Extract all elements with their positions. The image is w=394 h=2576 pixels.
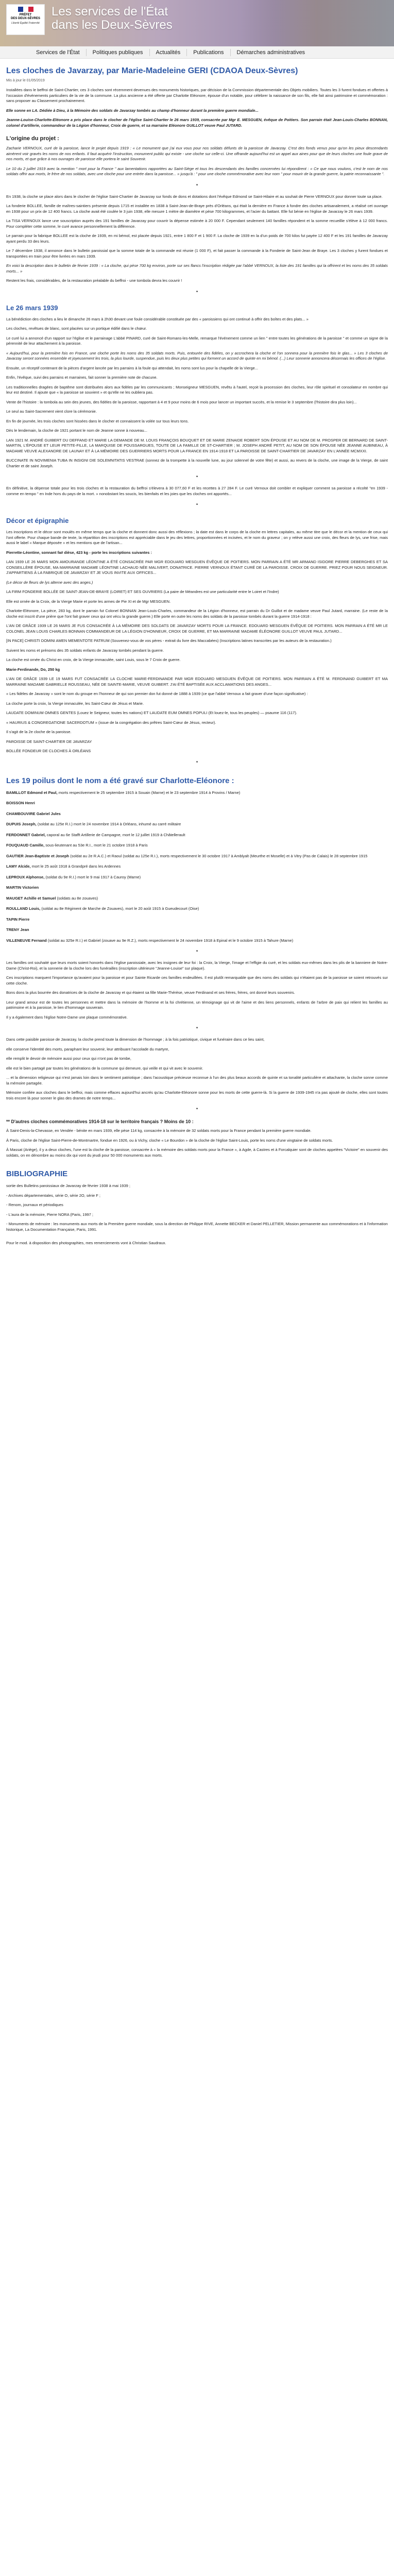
site-title-line1: Les services de l'État [52,5,168,19]
bibliography-heading: BIBLIOGRAPHIE [6,1170,68,1178]
paragraph: « Les fidèles de Javarzay » sont le nom du groupe en l'honneur de qui son premier don fut donné de 1888 à 1939 (ce que l'abbé Vernoux a fait graver d'une façon significative) : [6,691,308,696]
poilu-detail: (soldat du 9e R.I.) mort le 9 mai 1917 à Cauroy (Marne) [45,874,141,879]
list-item [6,906,388,912]
separator: * [196,760,198,765]
inscription-paragraph: BUCCINATE IN NOVIMENIA TUBA IN INSIGNI DIE SOLEMNITATIS VESTRAE (sonnez de la trompette à la nouvelle lune, au jour solennel de votre fête) et aussi, au revers de la cloche, une image de la Vierge, de saint Chartier et de saint Joseph. [6,458,388,468]
poilu-detail: (soldat au 325e R.I.) et Gabriel (zouave au 9e R.Z.), morts respectivement le 24 novembre 1918 à Epinal et le 9 octobre 1915 à Tahure (Marne) [47,938,294,943]
paragraph: Dès le lendemain, la cloche de 1921 portant le nom de Jeanne sonne à nouveau... [6,428,147,433]
paragraph: La fonderie BOLLEE, famille de maîtres-saintiers présente depuis 1715 et installée en 1838 à Saint-Jean-de-Braye près d'Orléans, qui était la dernière en France à fondre des cloches artisanalement, a réalisé cet ouvrage en 1938 pour un prix de 12 400 francs. La cloche avait été coulée le 3 juin 1938, elle mesure 1 mètre de diamètre et pèse 700 kilogrammes, et l'acier du battant. Elle fut bénie en l'église de Javarzay le 26 mars 1939. [6,204,388,214]
nav-item-actualites[interactable]: Actualités [150,49,187,56]
paragraph: La TISA VERNOUX lance une souscription auprès des 191 familles de Javarzay pour couvrir la dépense estimée à 20 000 F. Cependant seulement 140 familles répondent et la somme recueillie s'élève à 12 000 francs. Pour compléter cette somme, le curé avance personnellement la différence. [6,218,388,229]
separator: * [196,950,198,954]
article [0,59,394,1246]
list-item [6,843,388,849]
separator: * [196,1026,198,1031]
paragraph: Elle est ornée de la Croix, de la Vierge Marie et porte les armes de Pie XI et de Mgr MESGUEN. [6,599,171,604]
poilu-name: DUPUIS Joseph, [6,822,37,826]
poilu-name: FERDONNET Gabriel, [6,832,46,837]
bibliography-item: - Monuments de mémoire : les monuments aux morts de la Première guerre mondiale, sous la direction de Philippe RIVE, Annette BECKER et Daniel PELLETIER, Mission permanente aux commémorations et à l'information historique, La Documentation Française, Paris, 1991. [6,1222,388,1232]
paragraph: La cloche porte la croix, la Vierge immaculée, les Saint-Cœur de Jésus et Marie. [6,701,144,706]
list-item [6,927,388,933]
published-date: Mis à jour le 01/05/2019 [6,79,45,82]
poilu-name: CHAMBOUVIRE Gabriel Jules [6,811,61,816]
origin-paragraph: Zacharie VERNOUX, curé de la paroisse, lance le projet depuis 1919 : « Le monument que j'ai eux vous pour nos soldats défunts de la paroisse de Javarzay. C'est des fonds venus pour qu'on les pieux descendants aimèrent voir gravés les noms de nos enfants. Il faut acquérir l'instruction, monument public qui existe - une cloche sur celle-ci. Une offrande aujourd'hui est un appel aux aines pour que de leurs cloches une foule grave de nos morts, et que grâce à nos ouvrages de paroisse elle portera le saint Souvenir. [6,146,388,161]
logo-line1: PRÉFET [19,13,32,16]
paragraph: Leur grand amour est de toutes les personnes et mettre dans la mémoire de l'homme et la foi chrétienne, un témoignage qui vit de l'aime et des liens personnels, enfants de l'arbre de paix qui relient les familles au patrimoine et à la paroisse, le lien d'hommage souverain. [6,999,388,1010]
paragraph: Restent les frais, considérables, de la restauration préalable du beffroi - une tombola devra les couvrir ! [6,278,182,283]
poilu-detail: (soldats au 8e zouaves) [57,895,98,901]
list-item [6,801,388,806]
paragraph: Bons dons la plus bourrée des donatrices de la cloche de Javarzay et qui étaient sa fille Marie-Thérèse, veuve Ferdinand et ses frères, frères, ont donné leurs souvenirs. [6,990,295,995]
list-item [6,811,388,817]
bibliography-item: sortie des Bulletins paroissiaux de Javarzay de février 1938 à mai 1939 ; [6,1183,130,1188]
poilu-detail: sous-lieutenant au 53e R.I., mort le 21 octobre 1918 à Paris [45,843,148,848]
separator: * [196,290,198,295]
list-item [6,864,388,870]
paragraph: « HAURIUS & CONGREGATIONE SACERDOTUM » (issue de la congrégation des prêtres Saint-Cœur de Jésus, recteur). [6,720,216,725]
paragraph: La bénédiction des cloches a lieu le dimanche 26 mars à 2h30 devant une foule considérable constituée par des « paroissiens qui ont continué à offrir des boîtes et des plats... » [6,316,309,321]
poilu-detail: (soldat au 125e R.I.) mort le 24 novembre 1914 à Orléans, inhumé au carré militaire [37,822,181,826]
paragraph: elle remplit le devoir de mémoire aussi pour ceux qui n'ont pas de tombe, [6,1056,131,1061]
inscription-paragraph: LAN 1921 M. ANDRÉ GUIBERT DU DEFFAND ET MARIE LA DEMANDE DE M. LOUIS FRANÇOIS BOUQUET ET DE MARIE ZENAIDE ROBERT SON ÉPOUSE ET AU NOM DE M. PROSPER DE BERNARD DE SAINT-MARTIN, L'ÉPOUSE ET LEUR PETITE-FILLE, LA MARQUISE DE POUSSARGUES, TOUTE DE LA FAMILLE DE ST-CHARTIER ; M. JOSEPH ANDRÉ PETIT, AU NOM DE SON ÉPOUSE NÉE JEANNE AUBINEAU, À MADAME VEUVE ALEXANDRE DE LAUNAY ET À LA MÉMOIRE DES GUERRIERS MORTS POUR LA FRANCE EN 1914-1918 ET LA PAROISSE DE SAINT-CHARTIER DE JAVARZAY EN L'ANNÉE MCMXXI. [6,437,388,453]
bibliography-item: - Renom, journaux et périodiques [6,1202,63,1207]
section-heading-poilus: Les 19 poilus dont le nom a été gravé sur Charlotte-Eléonore : [6,776,234,785]
poilu-detail: mort le 25 août 1918 à Grandpré dans les Ardennes [31,864,121,869]
list-item [6,938,388,944]
poilu-name: ROULLAND Louis, [6,906,41,911]
paragraph: En 1938, la cloche se place alors dans le clocher de l'église Saint-Chartier de Javarzay sur fonds de dons et dotations dont l'évêque Edmond se Saint-Hilaire et au souhait de Pierre VERNOUX pour donner toute sa place. [6,194,383,199]
list-item [6,896,388,902]
paragraph: ... et la dimension religieuse qui n'est jamais loin dans le sentiment patriotique ; dans l'acoustique précieuse reconnue à l'un des plus beaux accords de quinte et sa tonalité particulière et attachante, la cloche sonne comme la mémoire partagée. [6,1075,388,1086]
paragraph: À Massat (Ariège), il y a deux cloches, l'une est la cloche de la paroisse, consacrée à « la mémoire des soldats morts pour la France », à Agde, à Castres et à Forcalquier sont de cloches appelées "Victoire" en souvenir des soldats, on en dénombre au moins dix qui vont du jeudi pour 50 000 monuments aux morts. [6,1147,388,1158]
paragraph: « Aujourd'hui, pour la première fois en France, une cloche porte les noms des 35 soldats morts. Puis, entourée des fidèles, on y accrochera la cloche et l'on sonnera pour la première fois le glas... » Les 3 cloches de Javarzay seront sonnées ensemble et joyeusement les trois, la plus lourde, suspendue, puis les deux plus petites qui forment un accord de quinte en mi bémol. (...) Leur sonnerie annoncera désormais les offices de l'église. [6,350,388,361]
poilu-name: MAUGET Achille et Samuel [6,895,56,901]
paragraph: Les inscriptions et le décor sont moulés en même temps que la cloche et donnent donc aussi des réflexions ; la date est dans le corps de la cloche en lettres capitales, au même titre que le décor et la mention de ceux qui l'ont offerte. Pour chaque bande de texte, la répartition des inscriptions est appréciable dans le jeu des lettres, proportionnées et incisées, et le nom du graveur ; on y relève aussi une croix, des fleurs de lys, une frise, mais aussi le label « Marque déposée » et les mentions que de l'artisan... [6,530,388,545]
bell-marie-heading: Marie-Ferdinande, Do, 250 kg [6,667,60,672]
paragraph: Les familles ont souhaité que leurs morts soient honorés dans l'église paroissiale, avec les insignes de leur foi : la Croix, la Vierge, l'image et l'effigie du curé, et les soldats eux-mêmes dans les plis de la banniere de Notre-Dame (Christ-Roi), et la sonnerie de la cloche lors des funérailles (inscription ultérieure "Jeanne-Louise" sur plaque). [6,960,388,971]
poilu-detail: (soldat au 2e R.A.C.) et Raoul (soldat au 125e R.I.), morts respectivement le 30 octobre 1917 à Amblyalt (Meurthe et Moselle) et à Vitry (Pas de Calais) le 28 septembre 1915 [70,853,368,858]
paragraph: (Le décor de fleurs de lys alterne avec des anges.) [6,580,93,585]
paragraph: Le seul au Saint-Sacrement vient clore la cérémonie. [6,409,97,414]
poilu-name: TRENY Jean [6,927,29,932]
list-item [6,875,388,880]
list-item [6,885,388,891]
site-title[interactable] [52,5,173,32]
bibliography-item: - Archives départementales, série O, série 2O, série F ; [6,1193,100,1198]
poilu-name: LEPROUX Alphonse, [6,874,45,879]
prefecture-logo[interactable] [6,4,45,35]
list-item [6,833,388,838]
paragraph: En définitive, la dépense totale pour les trois cloches et la restauration du beffroi s'élevera à 30 077,60 F et les recettes à 27 284 F. Le curé Vernoux doit combler et expliquer comment sa paroisse a récolté "en 1939 - comme en tempo " en Inde hors du pays de la mort. » nonobstant les soucis, les bienfaits et les joies que les cloches ont apportés... [6,486,388,496]
page-title: Les cloches de Javarzay, par Marie-Madeleine GERI (CDAOA Deux-Sèvres) [6,66,298,75]
paragraph: PAROISSE DE SAINT-CHARTIER DE JAVARZAY [6,739,92,744]
article-body [6,88,388,1246]
poilu-name: FOUQUAUD Camille, [6,843,45,848]
paragraph: Ces inscriptions marquent l'importance qu'avaient pour la paroisse et pour Sainte Ricarde ces familles endeuillées. Il est plutôt remarquable que des noms des soldats qui n'étaient pas de la paroisse se soient retrouvés sur cette cloche. [6,975,388,986]
main-nav [0,46,394,59]
poilu-name: LAMY Alcide, [6,864,31,869]
origin-paragraph: Le 10 du 2 juillet 1919 avec la mention " mort pour la France " aux lamentations rapportées au Saint-Siège et tous les descendants des familles concernées lui répondirent : « Ce que nous voulons, c'est le nom de nos soldats offrir aux morts, le frère de nos soldats, avec une cloche pour une entrée dans la paroisse... » jusqu'à : " pour une cloche commémorative avec leur nom " pour mourir de la grande guerre, la patrie reconnaissante ". [6,166,388,176]
poilus-list [6,790,388,944]
list-item [6,822,388,827]
logo-line2: DES DEUX-SÈVRES [10,17,40,20]
origin-heading: L'origine du projet : [6,135,59,142]
bibliography-item: - L'aura de la mémoire, Pierre NORA (Paris, 1997 ; [6,1212,93,1217]
paragraph: Il s'agit de la 2e cloche de la paroisse. [6,730,72,734]
paragraph: Les traditionnelles dragées de baptême sont distribuées alors aux fidèles par les communicants ; Monseigneur MESGUEN, revêtu à l'autel, reçoit la procession des cloches, leur rôle spirituel et consolateur en nombre qui leur est destiné. Il ajoute que « la paroisse se souvient » et qu'elle ne les oubliera pas. [6,384,388,395]
paragraph: Mémoire confiée aux cloches dans le beffroi, mais comme effaces aujourd'hui ancrés qu'au Charlotte-Eléonore sonne pour les morts de cette guerre-là. Si la guerre de 1939-1945 n'a pas ajouté de cloche, elles sont toutes trois encore là pour sonner le glas des drames de notre temps... [6,1090,388,1100]
bell-pierrette-heading: Pierrette-Léontine, sonnant fa# dièse, 423 kg - porte les inscriptions suivantes : [6,550,152,555]
intro-dedication: Elle sonne en LA. Dédiée à Dieu, à la Mémoire des soldats de Javarzay tombés au champ d'honneur durant la première guerre mondiale... [6,108,259,113]
poilu-name: TAPIN Pierre [6,917,30,922]
nav-item-demarches[interactable]: Démarches administratives [236,49,305,56]
separator: * [196,183,198,188]
inscription-paragraph: L'AN DE GRÂCE 1939 LE 19 MARS FUT CONSACRÉE LA CLOCHE MARIE-FERDINANDE PAR MGR EDOUARD MESGUEN ÉVÊQUE DE POITIERS. MON PARRAIN A ÉTÉ M. FERDINAND GUIBERT ET MA MARRAINE MADAME GABRIELLE ROUSSEAU, NÉE DE SAINTE-MARIE, VEUVE GUIBERT. J'AI ÉTÉ BAPTISÉE AUX ACCLAMATIONS DES ANGES... [6,676,388,687]
nav-item-services[interactable]: Services de l'État [30,49,87,56]
paragraph: Il y a également dans l'église Notre-Dame une plaque commémorative. [6,1014,128,1020]
paragraph: Suivent les noms et prénoms des 35 soldats enfants de Javarzay tombés pendant la guerre. [6,648,164,653]
inscription-paragraph: L'AN DE GRÂCE 1939 LE 26 MARS JE FUS CONSACRÉE À LA MÉMOIRE DES SOLDATS DE JAVARZAY MORTS POUR LA FRANCE. EDOUARD MESGUEN ÉVÊQUE DE POITIERS. MON PARRAIN A ÉTÉ MR LE COLONEL JEAN LOUIS CHARLES BONNAN COMMANDEUR DE LA LÉGION D'HONNEUR, CROIX DE GUERRE, ET MA MARRAINE MADAME ÉLÉONORE GUILLOT VEUVE PAUL JUTARD... [6,623,388,634]
paragraph: elle est le bien partagé par toutes les générations de la commune qui demeure, qui veille et qui vit avec le souvenir. [6,1065,203,1071]
paragraph: Le parrain pour la fabrique BOLLEE est la cloche de 1939, en mi bémol, est placée depuis 1921, entre 1 800 F et 1 900 F. La cloche de 1939 en la d'un poids de 700 kilos fut payée 12 400 F et les 191 familles de Javarzay ayant perdu 33 des leurs. [6,233,388,244]
paragraph: À Saint-Denis-la-Chevasse, en Vendée - bénite en mars 1939, elle pèse 114 kg, consacrée à la mémoire de 32 soldats morts pour la France pendant la première guerre mondiale. [6,1128,312,1133]
site-header [0,0,394,46]
paragraph: Les cloches, revêtues de blanc, sont placées sur un portique édifié dans le chœur. [6,326,147,331]
other-bells-heading: ** D'autres cloches commémoratives 1914-18 sur le territoire français ? Moins de 10 : [6,1119,194,1124]
inscription-paragraph: LAN 1939 LE 26 MARS MON AMOURANDE LÉONTINE A ÉTÉ CONSACRÉE PAR MGR EDOUARD MESGUEN ÉVÊQUE DE POITIERS. MON PARRAIN A ÉTÉ MR ARMAND ISIDORE PIERRE DEBERGHES ET SA CONSEILLÈRE ÉPOUSE, MA MARRAINE MADAME LÉONTINE LACHAUD NÉE MALIVERT, DONATRICE. PIERRE VERNOUX ÉTANT CURÉ DE LA PAROISSE. CROIX DE GUERRE. PRIEZ POUR NOUS SEIGNEUR. J'APPARTIENS À LA FABRIQUE DE JAVARZAY ET JE VOUS INVITE AUX OFFICES... [6,560,388,575]
logo-motto: Liberté Égalité Fraternité [11,22,40,25]
bell-charlotte-paragraph: Charlotte-Eléonore, La pièce, 283 kg, dont le parrain fut Colonel BONNAN Jean-Louis-Charles, commandeur de la Légion d'honneur, est parrain du Dr Guillot et de madame veuve Paul Jutard, marraine. (Le reste de la cloche est inscrit d'une prière que l'ont fait graver ceux qui ont vécu la grande guerre.) Elle porte en outre les noms des soldats de la paroisse tombés durant la guerre 1914-1918 : [6,608,388,619]
poilu-name: MARTIN Victorien [6,885,39,890]
paragraph: Dans cette paisible paroisse de Javarzay, la cloche prend toute la dimension de l'hommage ; à la fois patriotique, civique et funéraire dans ce lieu saint, [6,1037,265,1042]
poilu-detail: (soldat au 8e Régiment de Marche de Zouaves), mort le 20 août 1915 à Gueudecourt (Oise) [41,906,199,911]
paragraph: Le 7 décembre 1938, il annonce dans le bulletin paroissial que la somme totale de la commande est réunie (1 000 F), et fait passer la commande à la Fonderie de Saint-Jean de Braye. Les 3 cloches y furent fondues et transportées en train pour être livrées en mars 1939. [6,248,388,259]
header-photo-banner [239,0,394,46]
photo-credit: Pour le mod. à disposition des photographies, mes remerciements vont à Christian Saudraux. [6,1241,166,1245]
paragraph: La cloche est ornée du Christ en croix, de la Vierge immaculée, saint Louis, sous le 7 Croix de guerre. [6,657,181,662]
list-item [6,854,388,859]
section-heading-1939: Le 26 mars 1939 [6,303,58,312]
intro-consecration: Jeanne-Louise-Charlotte-Eléonore a pris place dans le clocher de l'église Saint-Chartier le 26 mars 1939, consacrée par Mgr E. MESGUEN, évêque de Poitiers. Son parrain était Jean-Louis-Charles BONNAN, colonel d'artillerie, commandeur de la Légion d'honneur, Croix de guerre, et sa marraine Eléonore GUILLOT veuve Paul JUTARD. [6,117,388,128]
section-heading-decor: Décor et épigraphie [6,517,69,524]
poilu-detail: caporal au 6e Stafft Artillerie de Campagne, mort le 12 juillet 1919 à Châtellerault [46,832,185,837]
poilu-name: GAUTIER Jean-Baptiste et Joseph [6,853,70,858]
paragraph: Enfin, l'évêque, suivi des parrains et marraines, fait sonner la première note de chacune. [6,375,158,380]
poilu-detail: morts respectivement le 25 septembre 1915 à Souain (Marne) et le 23 septembre 1914 à Provins / Marne) [58,790,241,795]
paragraph: En voici la description dans le bulletin de février 1939 : « La cloche, qui pèse 700 kg environ, porte sur ses flancs l'inscription rédigée par l'abbé VERNOUX, la liste des 191 familles qui la offrirent et les noms des 35 soldats morts... » [6,263,388,274]
nav-item-politiques[interactable]: Politiques publiques [87,49,150,56]
separator: * [196,1107,198,1112]
marianne-flag-icon [18,7,33,12]
separator: * [196,503,198,507]
site-title-line2: dans les Deux-Sèvres [52,18,173,32]
paragraph: En fin de journée, les trois cloches sont hissées dans le clocher et connaissent la volée sur tous leurs tons. [6,418,189,423]
separator: * [196,475,198,480]
paragraph: Vente de l'histoire : la tombola au sein des jeunes, des fidèles de la paroisse, rapportant à 4 et 9 pour moins de 6 mois pour lancer un important succès, et la remise le 3 septembre (l'histoire dira plus loin)... [6,399,357,404]
list-item [6,790,388,796]
paragraph: [IN PACE] CHRISTI DOMINI AMEN MEMENTOTE PATRUM (Souvenez-vous de vos pères - extrait du livre des Maccabées) (Inscriptions latines transcrites par les auteurs de la restauration.) [6,638,332,643]
paragraph: À Paris, cloche de l'église Saint-Pierre-de-Montmartre, fondue en 1926, ou à Vichy, cloche « Le Bourdon » de la cloche de l'église Saint-Louis, porte les noms d'une vingtaine de soldats morts. [6,1138,333,1143]
nav-item-publications[interactable]: Publications [187,49,230,56]
poilu-name: BAMILLOT Edmond et Paul, [6,790,58,795]
poilu-name: BOISSON Henri [6,801,35,805]
paragraph: LAUDATE DOMINUM OMNES GENTES (Louez le Seigneur, toutes les nations) ET LAUDATE EUM OMNES POPULI (Et louez-le, tous les peuples) — psaume 116 (117). [6,710,297,715]
list-item [6,917,388,923]
paragraph: BOLLÉE FONDEUR DE CLOCHES À ORLÉANS [6,749,91,753]
intro-paragraph: Installées dans le beffroi de Saint-Chartier, ces 3 cloches sont récemment devenues des monuments historiques, par décision de la Commission départementale des Objets mobiliers. Toutes les 3 furent fondues et offertes à l'occasion d'événements particuliers de la vie de la commune. La plus ancienne a été offerte par Charlotte Eléonore, épouse d'un notable, pour célébrer la naissance de son fils, elle fait ainsi patrimoine et commémoration : sans proposer au Classement prochainement. [6,88,388,103]
paragraph: LA FIRM FONDERIE BOLLÉE DE SAINT-JEAN-DE-BRAYE (LOIRET) ET SES OUVRIERS (La paire de Méandres est une particularité entre le Loiret et l'Indre) [6,589,279,594]
poilu-name: VILLENEUVE Fernand [6,938,47,943]
paragraph: Le curé lui a annoncé d'un rapport sur l'église et le parrainage L'abbé PINARD, curé de Saint-Romans-les-Melle, remarque l'événement comme un lien " entre toutes les générations de la paroisse " et comme un signe de la pérennité de leur attachement à la paroisse. [6,335,388,346]
paragraph: Ensuite, un réceptif contenant de la pièces d'argent lancée par les parrains à la foule qui attendait, les noms sont lus pour la chapelle de la Vierge... [6,365,259,370]
paragraph: elle conserve l'identité des morts, paraphant leur souvenir, leur attribuant l'accolade du martyre, [6,1046,169,1052]
